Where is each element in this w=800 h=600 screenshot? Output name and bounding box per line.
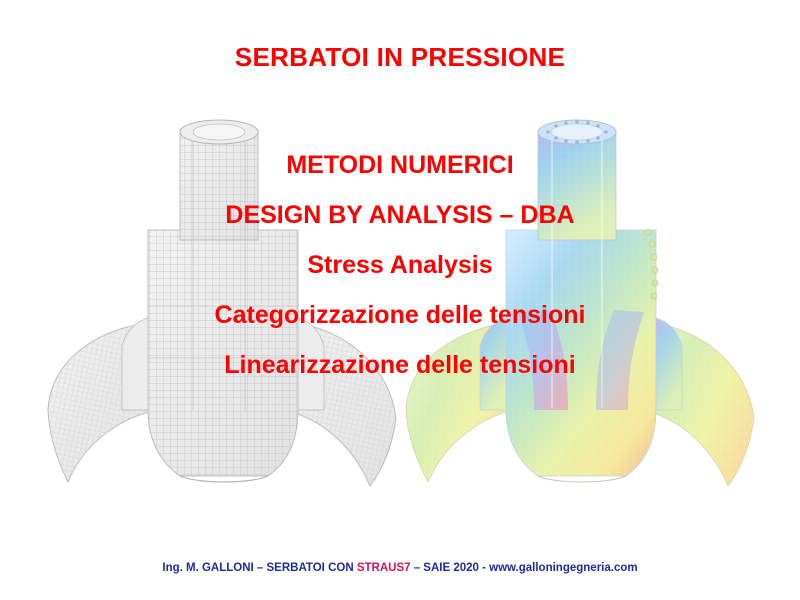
page-title: SERBATOI IN PRESSIONE [234,42,566,72]
body-line-5: Linearizzazione delle tensioni [224,351,576,379]
body-line-4: Categorizzazione delle tensioni [214,301,586,329]
body-line-1: METODI NUMERICI [286,151,514,179]
body-line-3: Stress Analysis [307,251,493,279]
footer-middle: – SAIE 2020 - [410,562,490,574]
footer-website-link[interactable]: www.galloningegneria.com [489,562,638,574]
body-line-2: DESIGN BY ANALYSIS – DBA [225,201,575,229]
footer-prefix: Ing. M. GALLONI – SERBATOI CON [162,562,357,574]
slide-footer [0,562,800,574]
body-text-block [0,140,800,390]
footer-highlight-straus7: STRAUS7 [356,562,411,574]
